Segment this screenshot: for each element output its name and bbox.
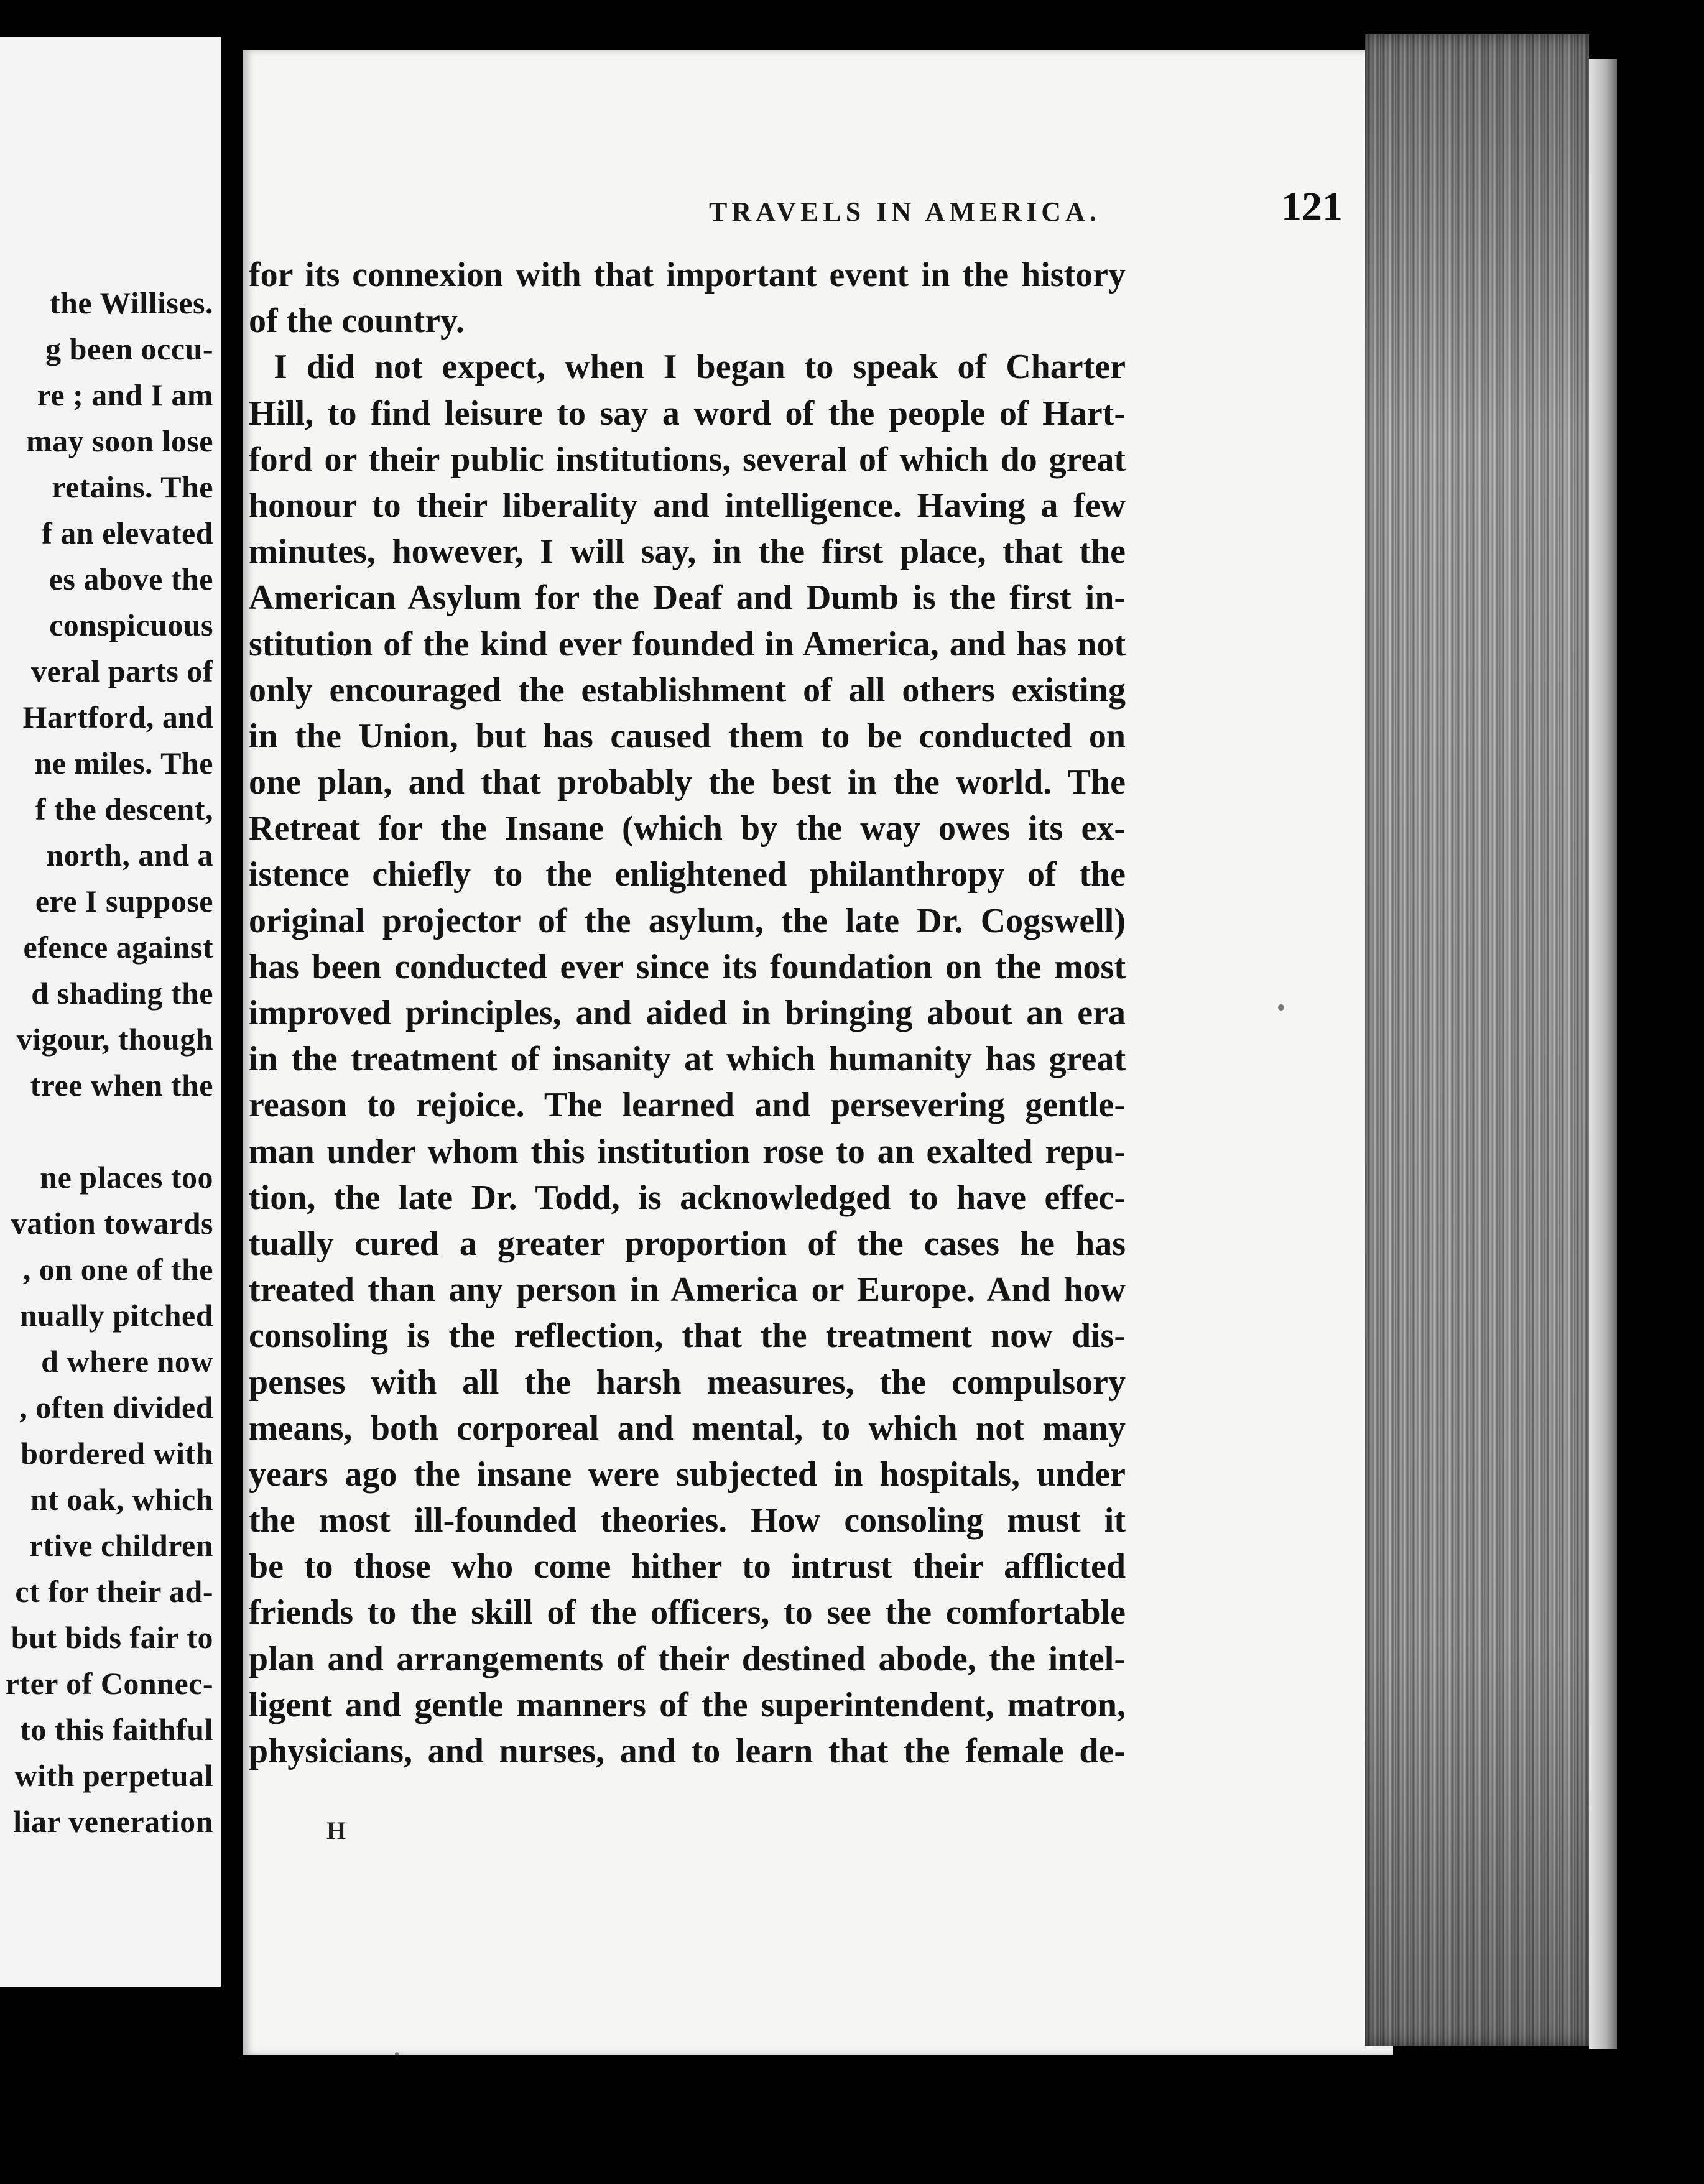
left-facing-page: [0, 37, 221, 1987]
left-page-line: , on one of the: [22, 1252, 213, 1287]
text-line: be to those who come hither to intrust their afflicted: [249, 1547, 1126, 1586]
text-line: improved principles, and aided in bringing about an era: [249, 994, 1126, 1032]
left-page-line: vation towards: [11, 1206, 213, 1241]
left-page-line: vigour, though: [16, 1022, 213, 1057]
text-line: in the treatment of insanity at which humanity has great: [249, 1040, 1126, 1079]
text-line: I did not expect, when I began to speak of Charter: [274, 348, 1126, 387]
book-cover-edge: [1589, 59, 1617, 2049]
text-line: stitution of the kind ever founded in America, and has not: [249, 624, 1126, 664]
text-line: reason to rejoice. The learned and persevering gentle-: [249, 1086, 1126, 1125]
left-page-line: g been occu-: [45, 331, 213, 366]
left-page-line: the Willises.: [49, 285, 213, 320]
left-page-line: ct for their ad-: [15, 1574, 213, 1609]
left-page-line: ne places too: [40, 1160, 213, 1195]
left-page-line: may soon lose: [26, 423, 213, 458]
left-page-line: f an elevated: [42, 516, 213, 550]
text-line: means, both corporeal and mental, to which not many: [249, 1409, 1126, 1448]
text-line: physicians, and nurses, and to learn that the female de-: [249, 1732, 1126, 1770]
text-line: the most ill-founded theories. How consoling must it: [249, 1501, 1126, 1540]
page-body-text: [243, 252, 1126, 1774]
text-line: original projector of the asylum, the late Dr. Cogswell): [249, 901, 1126, 940]
left-page-line: ere I suppose: [35, 884, 213, 918]
text-line: friends to the skill of the officers, to see the comfortable: [249, 1593, 1126, 1632]
running-head: [473, 183, 1374, 239]
text-line: tually cured a greater proportion of the cases he has: [249, 1224, 1126, 1263]
left-page-line: tree when the: [30, 1068, 213, 1103]
left-page-line: but bids fair to: [11, 1620, 213, 1655]
text-line: penses with all the harsh measures, the compulsory: [249, 1363, 1126, 1402]
left-page-line: bordered with: [21, 1436, 213, 1471]
page-edges: [1365, 34, 1589, 2046]
text-line: minutes, however, I will say, in the first place, that the: [249, 532, 1126, 571]
text-line: only encouraged the establishment of all others existing: [249, 670, 1126, 710]
left-page-line: ne miles. The: [34, 746, 213, 780]
left-page-line: to this faithful: [20, 1712, 213, 1747]
text-line: tion, the late Dr. Todd, is acknowledged to have effec-: [249, 1178, 1126, 1217]
text-line: istence chiefly to the enlightened philanthropy of the: [249, 855, 1126, 894]
text-line: ford or their public institutions, several of which do great: [249, 440, 1126, 479]
text-line: years ago the insane were subjected in hospitals, under: [249, 1455, 1126, 1494]
left-page-line: veral parts of: [30, 654, 213, 688]
text-line: in the Union, but has caused them to be conducted on: [249, 716, 1126, 756]
running-title: TRAVELS IN AMERICA.: [709, 197, 1101, 227]
text-line: honour to their liberality and intelligence. Having a few: [249, 486, 1126, 525]
left-page-text: [0, 280, 213, 1844]
left-page-line: es above the: [49, 562, 213, 596]
text-line: of the country.: [249, 302, 465, 341]
left-page-line: conspicuous: [49, 608, 213, 642]
left-page-line: f the descent,: [35, 792, 213, 826]
left-page-line: nt oak, which: [30, 1482, 213, 1517]
page-number: 121: [1281, 184, 1343, 229]
left-page-line: re ; and I am: [37, 377, 213, 412]
text-line: one plan, and that probably the best in the world. The: [249, 763, 1126, 802]
text-line: ligent and gentle manners of the superintendent, matron,: [249, 1685, 1126, 1724]
text-line: Retreat for the Insane (which by the way owes its ex-: [249, 809, 1126, 848]
left-page-line: north, and a: [46, 838, 213, 872]
text-line: man under whom this institution rose to an exalted repu-: [249, 1132, 1126, 1171]
text-line: for its connexion with that important event in the history: [249, 256, 1126, 294]
text-line: plan and arrangements of their destined abode, the intel-: [249, 1639, 1126, 1678]
left-page-line: retains. The: [52, 470, 213, 504]
text-line: Hill, to find leisure to say a word of the people of Hart-: [249, 394, 1126, 433]
ink-speck: [395, 2052, 399, 2055]
left-page-line: efence against: [23, 930, 213, 965]
left-page-line: with perpetual: [14, 1758, 213, 1793]
left-page-line: nually pitched: [19, 1298, 213, 1333]
page-edges-shading: [1365, 34, 1589, 2046]
left-page-line: liar veneration: [13, 1804, 213, 1839]
text-line: consoling is the reflection, that the treatment now dis-: [249, 1316, 1126, 1356]
signature-mark: H: [326, 1816, 346, 1844]
book-page: [243, 50, 1393, 2055]
left-page-line: d shading the: [31, 976, 213, 1011]
left-page-line: rter of Connec-: [5, 1666, 213, 1701]
left-page-line: Hartford, and: [22, 700, 213, 734]
left-page-line: , often divided: [19, 1390, 213, 1425]
text-line: American Asylum for the Deaf and Dumb is the first in-: [249, 578, 1126, 618]
left-page-line: [0, 1108, 213, 1154]
text-line: has been conducted ever since its foundation on the most: [249, 947, 1126, 986]
text-line: treated than any person in America or Europe. And how: [249, 1270, 1126, 1310]
ink-speck: [1278, 1004, 1284, 1011]
left-page-line: d where now: [41, 1344, 213, 1379]
left-page-line: rtive children: [29, 1528, 213, 1563]
